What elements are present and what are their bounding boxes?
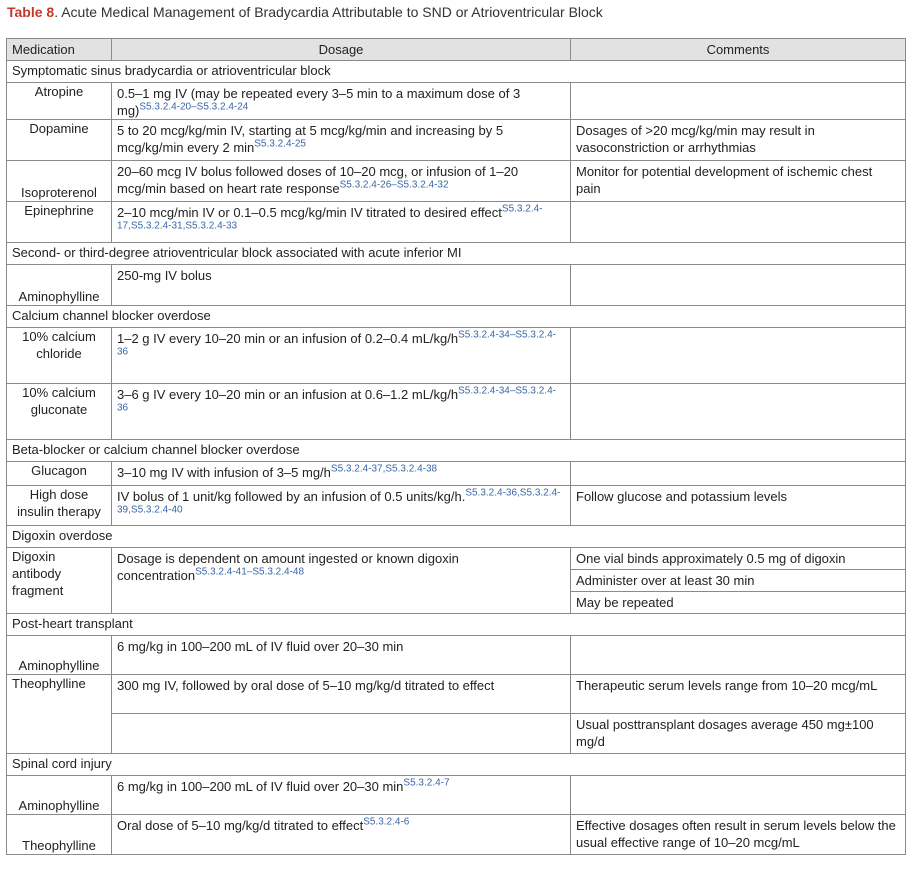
dosage-cell-empty	[112, 714, 571, 754]
dosage-cell	[112, 462, 571, 486]
table-row	[7, 636, 906, 675]
dosage-cell	[112, 265, 571, 306]
header-comments: Comments	[571, 39, 906, 61]
table-row	[7, 486, 906, 526]
header-row	[7, 39, 906, 61]
dosage-text: 5 to 20 mcg/kg/min IV, starting at 5 mcg/kg/min and increasing by 5 mcg/kg/min every 2 min	[117, 123, 504, 155]
reference-link[interactable]: S5.3.2.4-25	[254, 138, 306, 150]
dosage-text: 3–10 mg IV with infusion of 3–5 mg/h	[117, 465, 331, 480]
section-title: Spinal cord injury	[7, 754, 906, 776]
dosage-text: 1–2 g IV every 10–20 min or an infusion of 0.2–0.4 mL/kg/h	[117, 331, 459, 346]
header-dosage: Dosage	[112, 39, 571, 61]
dosage-text: 0.5–1 mg IV (may be repeated every 3–5 min to a maximum dose of 3 mg)	[117, 86, 521, 118]
table-row	[7, 776, 906, 815]
medication-cell: High dose insulin therapy	[7, 486, 112, 526]
comments-cell: Dosages of >20 mcg/kg/min may result in vasoconstriction or arrhythmias	[571, 120, 906, 161]
section-row	[7, 526, 906, 548]
dosage-cell	[112, 120, 571, 161]
dosage-text: 6 mg/kg in 100–200 mL of IV fluid over 20–30 min	[117, 639, 404, 654]
table-title: . Acute Medical Management of Bradycardia Attributable to SND or Atrioventricular Block	[54, 4, 603, 20]
comments-cell	[571, 265, 906, 306]
medication-cell: Isoproterenol	[7, 161, 112, 202]
dosage-cell	[112, 548, 571, 614]
medication-cell: Glucagon	[7, 462, 112, 486]
dosage-text: Oral dose of 5–10 mg/kg/d titrated to effect	[117, 818, 364, 833]
comments-cell: Follow glucose and potassium levels	[571, 486, 906, 526]
medication-cell: Atropine	[7, 83, 112, 120]
comments-cell: Usual posttransplant dosages average 450 mg±100 mg/d	[571, 714, 906, 754]
medication-cell: Epinephrine	[7, 202, 112, 243]
dosage-cell	[112, 636, 571, 675]
section-title: Calcium channel blocker overdose	[7, 306, 906, 328]
dosage-text: 250-mg IV bolus	[117, 268, 212, 283]
comments-cell: Effective dosages often result in serum levels below the usual effective range of 10–20 mcg/mL	[571, 815, 906, 855]
table-row	[7, 328, 906, 384]
medication-cell: Digoxin antibody fragment	[7, 548, 112, 614]
medication-cell: Theophylline	[7, 675, 112, 754]
section-row	[7, 61, 906, 83]
reference-link[interactable]: S5.3.2.4-36,S5.3.2.4-39,S5.3.2.4-40	[117, 487, 561, 516]
comments-cell: Therapeutic serum levels range from 10–20 mcg/mL	[571, 675, 906, 714]
dosage-text: 3–6 g IV every 10–20 min or an infusion at 0.6–1.2 mL/kg/h	[117, 387, 459, 402]
comments-cell	[571, 776, 906, 815]
dosage-text: Dosage is dependent on amount ingested or known digoxin concentration	[117, 551, 459, 583]
dosage-cell	[112, 486, 571, 526]
comments-cell: Administer over at least 30 min	[571, 570, 906, 592]
table-row	[7, 83, 906, 120]
table-row	[7, 384, 906, 440]
medication-cell: Aminophylline	[7, 776, 112, 815]
dosage-text: 300 mg IV, followed by oral dose of 5–10 mg/kg/d titrated to effect	[117, 678, 495, 693]
table-label: Table 8	[7, 4, 55, 20]
comments-cell	[571, 462, 906, 486]
section-title: Digoxin overdose	[7, 526, 906, 548]
table-row	[7, 120, 906, 161]
section-row	[7, 754, 906, 776]
medication-cell: Theophylline	[7, 815, 112, 855]
reference-link[interactable]: S5.3.2.4-37,S5.3.2.4-38	[330, 463, 438, 475]
table-row	[7, 161, 906, 202]
reference-link[interactable]: S5.3.2.4-6	[363, 816, 410, 828]
table-row	[7, 815, 906, 855]
section-title: Symptomatic sinus bradycardia or atrioventricular block	[7, 61, 906, 83]
table-row	[7, 462, 906, 486]
reference-link[interactable]: S5.3.2.4-7	[403, 777, 450, 789]
table-caption	[7, 4, 603, 20]
table-row	[7, 265, 906, 306]
section-title: Post-heart transplant	[7, 614, 906, 636]
medication-cell: Aminophylline	[7, 636, 112, 675]
section-row	[7, 306, 906, 328]
comments-cell: Monitor for potential development of ischemic chest pain	[571, 161, 906, 202]
dosage-cell	[112, 202, 571, 243]
dosage-cell	[112, 675, 571, 714]
comments-cell	[571, 83, 906, 120]
dosage-text: IV bolus of 1 unit/kg followed by an infusion of 0.5 units/kg/h.	[117, 489, 466, 504]
dosage-cell	[112, 384, 571, 440]
reference-link[interactable]: S5.3.2.4-17,S5.3.2.4-31,S5.3.2.4-33	[117, 203, 543, 232]
dosage-text: 20–60 mcg IV bolus followed doses of 10–20 mcg, or infusion of 1–20 mcg/min based on heart rate response	[117, 164, 519, 196]
reference-link[interactable]: S5.3.2.4-34–S5.3.2.4-36	[117, 385, 556, 414]
section-row	[7, 243, 906, 265]
dosage-cell	[112, 83, 571, 120]
reference-link[interactable]: S5.3.2.4-20–S5.3.2.4-24	[139, 101, 249, 113]
medication-table	[6, 38, 906, 855]
comments-cell: May be repeated	[571, 592, 906, 614]
comments-cell	[571, 202, 906, 243]
dosage-cell	[112, 161, 571, 202]
dosage-text: 6 mg/kg in 100–200 mL of IV fluid over 20–30 min	[117, 779, 404, 794]
medication-cell: Dopamine	[7, 120, 112, 161]
section-row	[7, 614, 906, 636]
table-row	[7, 548, 906, 570]
table-row	[7, 202, 906, 243]
dosage-cell	[112, 776, 571, 815]
medication-cell: 10% calcium chloride	[7, 328, 112, 384]
header-medication: Medication	[7, 39, 112, 61]
reference-link[interactable]: S5.3.2.4-41–S5.3.2.4-48	[195, 566, 305, 578]
comments-cell	[571, 384, 906, 440]
section-row	[7, 440, 906, 462]
medication-cell: Aminophylline	[7, 265, 112, 306]
section-title: Second- or third-degree atrioventricular block associated with acute inferior MI	[7, 243, 906, 265]
dosage-cell	[112, 815, 571, 855]
section-title: Beta-blocker or calcium channel blocker overdose	[7, 440, 906, 462]
comments-cell: One vial binds approximately 0.5 mg of digoxin	[571, 548, 906, 570]
comments-cell	[571, 328, 906, 384]
reference-link[interactable]: S5.3.2.4-26–S5.3.2.4-32	[339, 179, 449, 191]
comments-cell	[571, 636, 906, 675]
table-row	[7, 714, 906, 754]
dosage-text: 2–10 mcg/min IV or 0.1–0.5 mcg/kg/min IV titrated to desired effect	[117, 205, 502, 220]
medication-cell: 10% calcium gluconate	[7, 384, 112, 440]
dosage-cell	[112, 328, 571, 384]
table-row	[7, 675, 906, 714]
reference-link[interactable]: S5.3.2.4-34–S5.3.2.4-36	[117, 329, 556, 358]
